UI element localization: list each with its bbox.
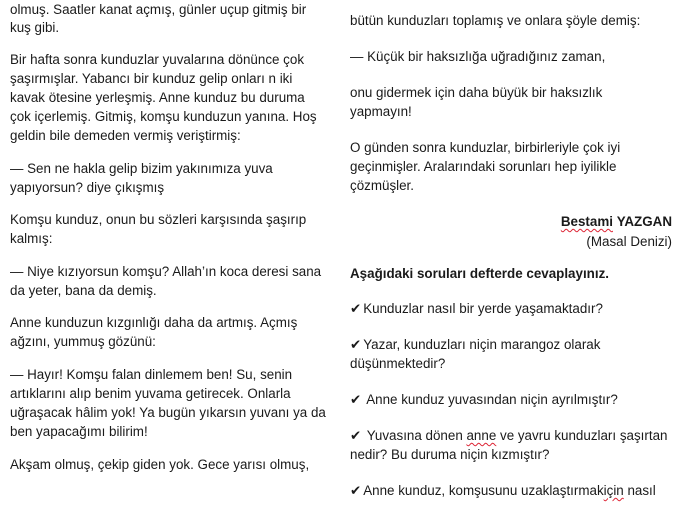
- question-text: Yazar, kunduzları niçin marangoz olarak: [363, 337, 601, 352]
- question-text: nasıl: [623, 483, 656, 498]
- paragraph-line: geldin bile demeden vermiş veriştirmiş:: [10, 128, 241, 143]
- question-text-continued: nedir? Bu duruma niçin kızmıştır?: [350, 447, 550, 462]
- question-text: Yuvasına dönen: [363, 428, 467, 443]
- check-mark-icon: ✔: [350, 301, 362, 316]
- paragraph-line: bütün kunduzları toplamış ve onlara şöyle demiş:: [350, 13, 641, 28]
- paragraph-line: Komşu kunduz, onun bu sözleri karşısında şaşırıp: [10, 212, 307, 227]
- paragraph-line: Akşam olmuş, çekip giden yok. Gece yarısı olmuş,: [10, 457, 310, 472]
- paragraph-line: onu gidermek için daha büyük bir haksızlık: [350, 85, 603, 100]
- paragraph-line: O günden sonra kunduzlar, birbirleriyle çok iyi: [350, 140, 621, 155]
- question-item: [350, 300, 603, 318]
- question-item: [350, 427, 667, 445]
- paragraph-line: olmuş. Saatler kanat açmış, günler uçup gitmiş bir: [10, 2, 307, 17]
- paragraph-line: artıklarını alıp benim yuvama getirecek. Onlarla: [10, 386, 291, 401]
- paragraph-line: çok içerlemiş. Gitmiş, komşu kunduzun yanına. Hoş: [10, 109, 317, 124]
- paragraph-line: ağzını, yummuş gözünü:: [10, 334, 156, 349]
- question-item: [350, 391, 618, 409]
- question-item: [350, 482, 656, 500]
- paragraph-line: kavak ötesine yerleşmiş. Anne kunduz bu duruma: [10, 90, 305, 105]
- paragraph-line: kalmış:: [10, 231, 53, 246]
- author-last-name: YAZGAN: [616, 214, 672, 229]
- questions-heading: Aşağıdaki soruları defterde cevaplayınız.: [350, 266, 609, 281]
- check-mark-icon: ✔: [350, 483, 362, 498]
- check-mark-icon: ✔: [350, 428, 362, 443]
- question-text-flagged: için: [603, 483, 624, 498]
- question-text: ve yavru kunduzları şaşırtan: [496, 428, 668, 443]
- question-text: Kunduzlar nasıl bir yerde yaşamaktadır?: [363, 301, 603, 316]
- paragraph-line: da yeter, bana da demiş.: [10, 283, 157, 298]
- paragraph-line: geçinmişler. Aralarındaki sorunları hep iyilikle: [350, 159, 617, 174]
- paragraph-line: — Sen ne hakla gelip bizim yakınımıza yuva: [10, 161, 273, 176]
- question-text: Anne kunduz, komşusunu uzaklaştırmak: [363, 483, 604, 498]
- paragraph-line: uğraşacak hâlim yok! Ya bugün yıkarsın yuvanı ya da: [10, 405, 326, 420]
- paragraph-line: — Hayır! Komşu falan dinlemem ben! Su, senin: [10, 367, 293, 382]
- author-signature: [561, 213, 672, 231]
- paragraph-line: — Küçük bir haksızlığa uğradığınız zaman,: [350, 49, 606, 64]
- paragraph-line: kuş gibi.: [10, 20, 60, 35]
- paragraph-line: şaşırmışlar. Yabancı bir kunduz gelip onları n iki: [10, 71, 293, 86]
- question-text-continued: düşünmektedir?: [350, 356, 446, 371]
- paragraph-line: ben yapacağımı bilirim!: [10, 424, 148, 439]
- source-title: (Masal Denizi): [586, 234, 672, 249]
- paragraph-line: Anne kunduzun kızgınlığı daha da artmış. Açmış: [10, 315, 298, 330]
- question-text-flagged: anne: [466, 428, 497, 443]
- paragraph-line: yapıyorsun? diye çıkışmış: [10, 180, 165, 195]
- author-first-name: Bestami: [560, 214, 613, 229]
- paragraph-line: Bir hafta sonra kunduzlar yuvalarına dönünce çok: [10, 52, 305, 67]
- check-mark-icon: ✔: [350, 337, 362, 352]
- check-mark-icon: ✔: [350, 392, 362, 407]
- question-item: [350, 336, 600, 354]
- question-text: Anne kunduz yuvasından niçin ayrılmıştır?: [363, 392, 618, 407]
- paragraph-line: yapmayın!: [350, 104, 412, 119]
- paragraph-line: — Niye kızıyorsun komşu? Allah’ın koca deresi sana: [10, 264, 322, 279]
- paragraph-line: çözmüşler.: [350, 178, 414, 193]
